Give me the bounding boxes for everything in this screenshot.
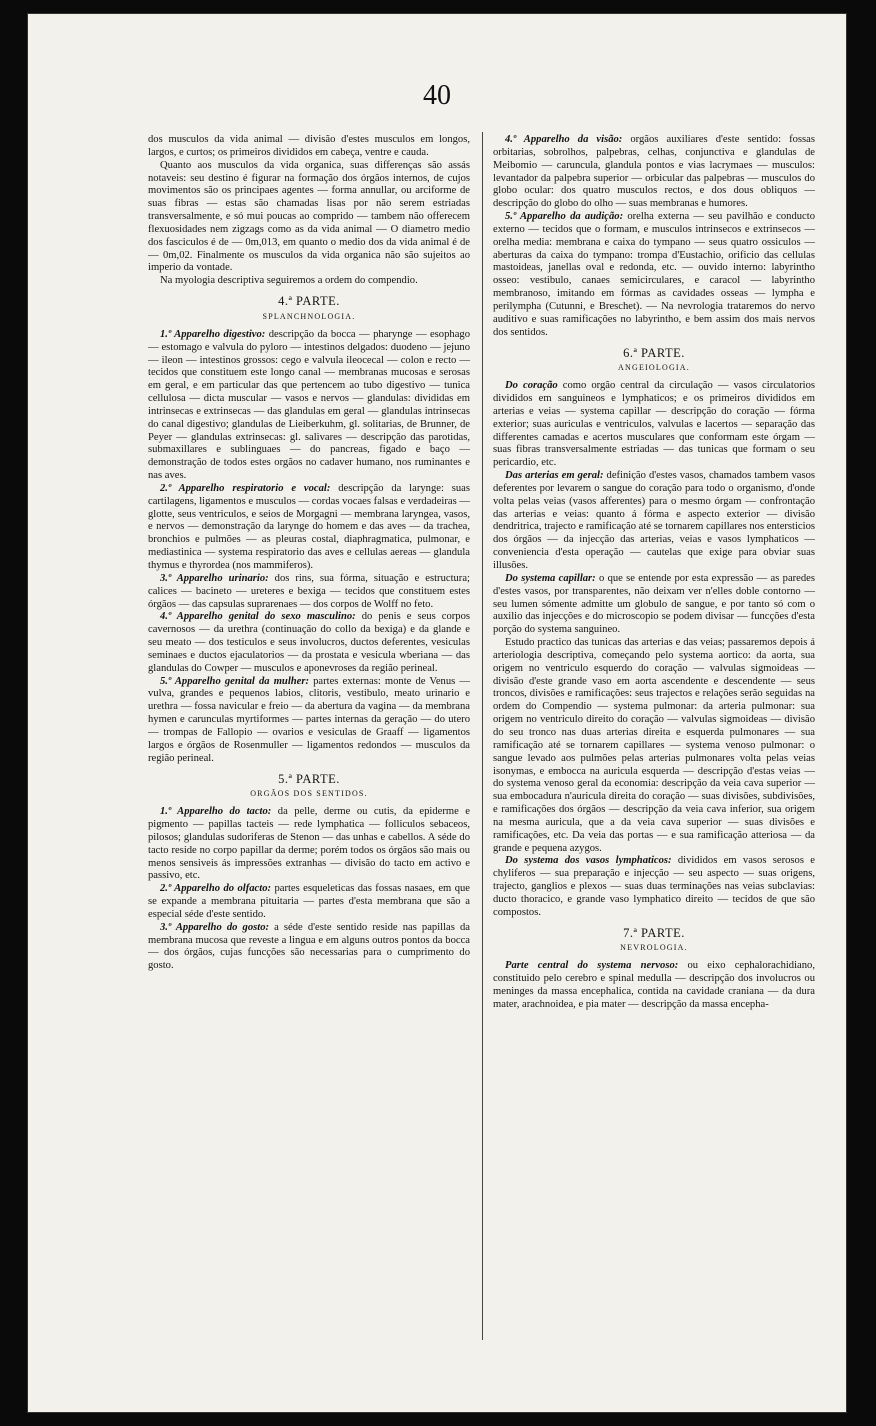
entry-text: partes externas: monte de Venus — vulva, grandes e pequenos labios, clitoris, vestibulo, meato urinario e urethra — fossa navicular e freio — da abertura da vagina — da membrana hymen e carunculas myrtiformes — partes internas da geração — do utero — trompas de Fallopio — ovarios e vesiculas de Graaff — ligamentos largos e órgãos de Rosenmuller — ligamentos redondos — musculos da região perineal. [148, 675, 470, 764]
entry-text: descripção da larynge: suas cartilagens, ligamentos e musculos — cordas vocaes falsas e verdadeiras — glotte, seus ventriculos, e seios de Morgagni — membrana laryngea, vasos, e nervos — demonstração da larynge do homem e das aves — da trachea, bronchios e pulmões — as pleuras costal, diaphragmatica, pulmonar, e mediastinica — systema respiratorio das aves e cellulas aereas — glandula thymus e thyrordea (nos mammiferos). [148, 482, 470, 571]
entry-label: 5.º Apparelho genital da mulher: [160, 675, 310, 687]
paragraph [493, 960, 815, 1011]
section-heading: NEVROLOGIA. [620, 943, 688, 953]
paragraph [493, 573, 815, 637]
entry-text: definição d'estes vasos, chamados tambem vasos deferentes por levarem o sangue do coração para todo o organismo, d'onde volta pelas veias (vasos afferentes) para o mesmo órgam — confrontação das arterias e veias: quanto á fórma e aspecto exterior — divisão dendritrica, trajecto e ramificação até se tornarem capillares nos entersticios dos órgãos — da injecção das arterias, veias e vasos lymphaticos — conveniencia d'esta operação — cautelas que exige para obviar suas illusões. [493, 470, 815, 571]
paragraph [493, 855, 815, 919]
paragraph [493, 380, 815, 470]
entry-label: 1.º Apparelho do tacto: [160, 806, 272, 818]
entry-text: dos rins, sua fórma, situação e estructura; calices — bacineto — ureteres e bexiga — tecidos que constituem estes órgãos — das capsulas suprarenaes — dos corpos de Wolff no feto. [148, 572, 470, 610]
entry-text: partes esqueleticas das fossas nasaes, em que se expande a membrana pituitaria — partes d'esta membrana que são a especial séde d'este sentido. [148, 883, 470, 920]
entry-text: a séde d'este sentido reside nas papillas da membrana mucosa que reveste a lingua e em alguns outros pontos da bocca — dos órgãos, cujas funcções são necessarias para o cumprimento do gosto. [148, 921, 470, 972]
entry-label: 5.º Apparelho da audição: [505, 211, 624, 223]
section-heading: ORGÃOS DOS SENTIDOS. [250, 789, 368, 799]
paragraph: Na myologia descriptiva seguiremos a ordem do compendio. [160, 275, 418, 287]
entry-label: Do systema dos vasos lymphaticos: [505, 855, 672, 867]
entry-text: descripção da bocca — pharynge — esophago — estomago e valvula do pyloro — intestinos delgados: duodeno — jejuno — ileon — intestinos grossos: cego e valvula ileocecal — colon e recto — tecidos que constituem este longo canal — membranas mucosas e serosas em geral, e em particular das que pertencem ao tubo digestivo — tunica cellulosa — dicta muscular — vasos e nervos — glandulas: divididas em intrinsecas e extrinsecas — das glandulas em geral — glandulas intrinsecas do canal digestivo; glandulas de Lieiberkuhm, gl. solitarias, de Brunner, de Peyer — glandulas extrinsecas: gl. salivares — descripção das parotidas, submaxillares e sublinguaes — do pancreas, figado e baço — demonstração de todos estes orgãos no cadaver humano, nos ruminantes e nas aves. [148, 328, 470, 482]
document-page [28, 14, 846, 1412]
page-number: 40 [423, 80, 451, 111]
entry-label: Das arterias em geral: [505, 470, 604, 482]
paragraph [493, 134, 815, 211]
entry-label: 2.º Apparelho do olfacto: [160, 883, 272, 895]
paragraph [148, 611, 470, 675]
paragraph [148, 806, 470, 883]
entry-label: Do systema capillar: [505, 572, 596, 584]
paragraph [493, 470, 815, 573]
entry-label: Parte central do systema nervoso: [505, 960, 679, 972]
paragraph [148, 573, 470, 612]
left-column [148, 134, 470, 973]
entry-text: da pelle, derme ou cutis, da epiderme e pigmento — papillas tacteis — rede lymphatica — folliculos sebaceos, pilosos; glandulas sudoriferas de Stenon — das unhas e cabellos. A séde do tacto reside no corpo papillar da derme; porém todos os órgãos são mais ou menos sensiveis ás impressões extranhas — divisão do tacto em activo e passivo, etc. [148, 806, 470, 882]
section-heading: SPLANCHNOLOGIA. [262, 311, 356, 321]
right-column [493, 134, 815, 1012]
column-divider [482, 132, 483, 1340]
paragraph: dos musculos da vida animal — divisão d'estes musculos em longos, largos, e curtos; os primeiros divididos em cabeça, ventre e cauda. [148, 134, 470, 158]
entry-text: o que se entende por esta expressão — as paredes d'estes vasos, por transparentes, não deixam ver n'elles doble contorno — seu lumen sómente admitte um globulo de sangue, e por tanto só com o auxilio das injecções e do microscopio se podem divisar — funcções d'esta porção do systema sanguineo. [493, 572, 815, 636]
entry-text: do penis e seus corpos cavernosos — da urethra (continuação do collo da bexiga) e da glande e seu meato — dos testiculos e seus involucros, ductos deferentes, vesiculas seminaes e ductos ejaculatorios — da prostata e vesicula wberiana — das glandulas do Cowper — musculos e aponevroses da região perineal. [148, 611, 470, 674]
entry-label: 4.º Apparelho da visão: [505, 134, 623, 145]
part-heading: 5.ª PARTE. [278, 771, 340, 786]
section-heading: ANGEIOLOGIA. [618, 363, 690, 373]
paragraph [148, 483, 470, 573]
entry-text: ou eixo cephalorachidiano, constituido pelo cerebro e spinal medulla — descripção dos involucros ou meninges da massa encephalica, contida na cavidade craniana — da dura mater, arachnoidea, e pia mater — descripção da massa encepha- [493, 960, 815, 1010]
paragraph [148, 883, 470, 922]
paragraph [148, 922, 470, 973]
paragraph [148, 329, 470, 483]
entry-text: divididos em vasos serosos e chyliferos — sua preparação e injecção — seu aspecto — suas origens, trajecto, ganglios e plexos — suas duas terminações nas veias subclavias: ducto thoracico, e grande vaso lymphatico direito — tecidos de que são compostos. [493, 855, 815, 918]
entry-label: 3.º Apparelho do gosto: [160, 921, 270, 933]
paragraph: Quanto aos musculos da vida organica, suas differenças são assás notaveis: seu destino é figurar na formação dos órgãos internos, de cujos movimentos são os principaes agentes — forma annullar, ou arciforme de suas fibras — estas são chamadas lisas por não serem estriadas transversalmente, e só mui poucas ao comprido — tambem não offerecem flexuosidades nem zigzags como as da vida animal — O diametro medio dos fasciculos é de — 0m,013, em quanto o medio dos da vida animal é de — 0m,02. Finalmente os musculos da vida organica não são sujeitos ao imperio da vontade. [148, 159, 470, 274]
entry-label: Do coração [505, 380, 558, 392]
part-heading: 4.ª PARTE. [278, 294, 340, 309]
paragraph [493, 211, 815, 339]
entry-label: 2.º Apparelho respiratorio e vocal: [160, 482, 331, 494]
paragraph: Estudo practico das tunicas das arterias e das veias; passaremos depois á arteriologia descriptiva, começando pelo systema aortico: da aorta, sua origem no ventriculo esquerdo do coração — valvulas sigmoideas — divisão d'este grande vaso em aorta ascendente e descendente — seus troncos, divisões e ramificações: seus trajectos e relações serão seguidas na ordem do Compendio — systema pulmonar: da arteria pulmonar: sua origem no ventriculo direito do coração — valvulas sigmoideas — divisão do seu tronco nas duas arterias direita e esquerda pulmonares — sua ramificação até se tornarem capillares — systema venoso pulmonar: o sangue levado aos pulmões pelas arterias pulmonares volta pelas veias isonymas, e embocca na auricula esquerda — descripção d'estas veias — do systema venoso geral da economia: descripção da veia cava superior — sua embocadura n'auricula direita do coração — suas divisões, subdivisões, e ramificações dos órgãos — descripção da veia cava inferior, sua origem na mesma auricula, que a da veia cava superior — suas divisões e ramificações, etc. Da veia das portas — e sua ramificação atteriosa — da grande e pequena azygos. [493, 637, 815, 854]
paragraph [148, 676, 470, 766]
entry-text: como orgão central da circulação — vasos circulatorios divididos em sanguineos e lymphaticos; e os primeiros divididos em arterias e veias — systema capillar — descripção do coração — fórma exterior; suas auriculas e ventriculos, valvulas e lacertos — separação das differentes camadas e acertos musculares que conformam este órgam — suas fibras transversalmente estriadas — das tunicas que formam o seu pericardio, etc. [493, 380, 816, 469]
entry-text: orelha externa — seu pavilhão e conducto externo — tecidos que o formam, e musculos intrinsecos e extrinsecos — orelha media: membrana e caixa do tympano — seus quatro ossiculos — aberturas da caixa do tympano: trompa d'Eustachio, orificio das cellulas mastoideas, janellas oval e redonda, etc. — ouvido interno: labyrintho osseo: vestibulo, canaes semicirculares, e caracol — labyrintho membranoso, imitando em fórmas as cavidades osseas — lympha e perilympha (Cutunni, e Breschet). — Na nevrologia trataremos do nervo auditivo e suas ramificações no labyrintho, e bem assim dos mais nervos dos sentidos. [493, 211, 815, 338]
entry-label: 4.º Apparelho genital do sexo masculino: [160, 611, 356, 623]
part-heading: 7.ª PARTE. [623, 925, 685, 940]
entry-label: 1.º Apparelho digestivo: [160, 328, 266, 340]
part-heading: 6.ª PARTE. [623, 345, 685, 360]
entry-label: 3.º Apparelho urinario: [160, 572, 269, 584]
entry-text: orgãos auxiliares d'este sentido: fossas orbitarias, sobrolhos, palpebras, celhas, conjunctiva e glandulas de Meibomio — caruncula, glandula pontos e vias lacrymaes — musculos: levantador da palpebra superior — orbicular das palpebras — musculos do globo ocular: dos quatro musculos rectos, e dos dous obliquos — descripção do globo do olho — suas membranas e humores. [493, 134, 815, 210]
